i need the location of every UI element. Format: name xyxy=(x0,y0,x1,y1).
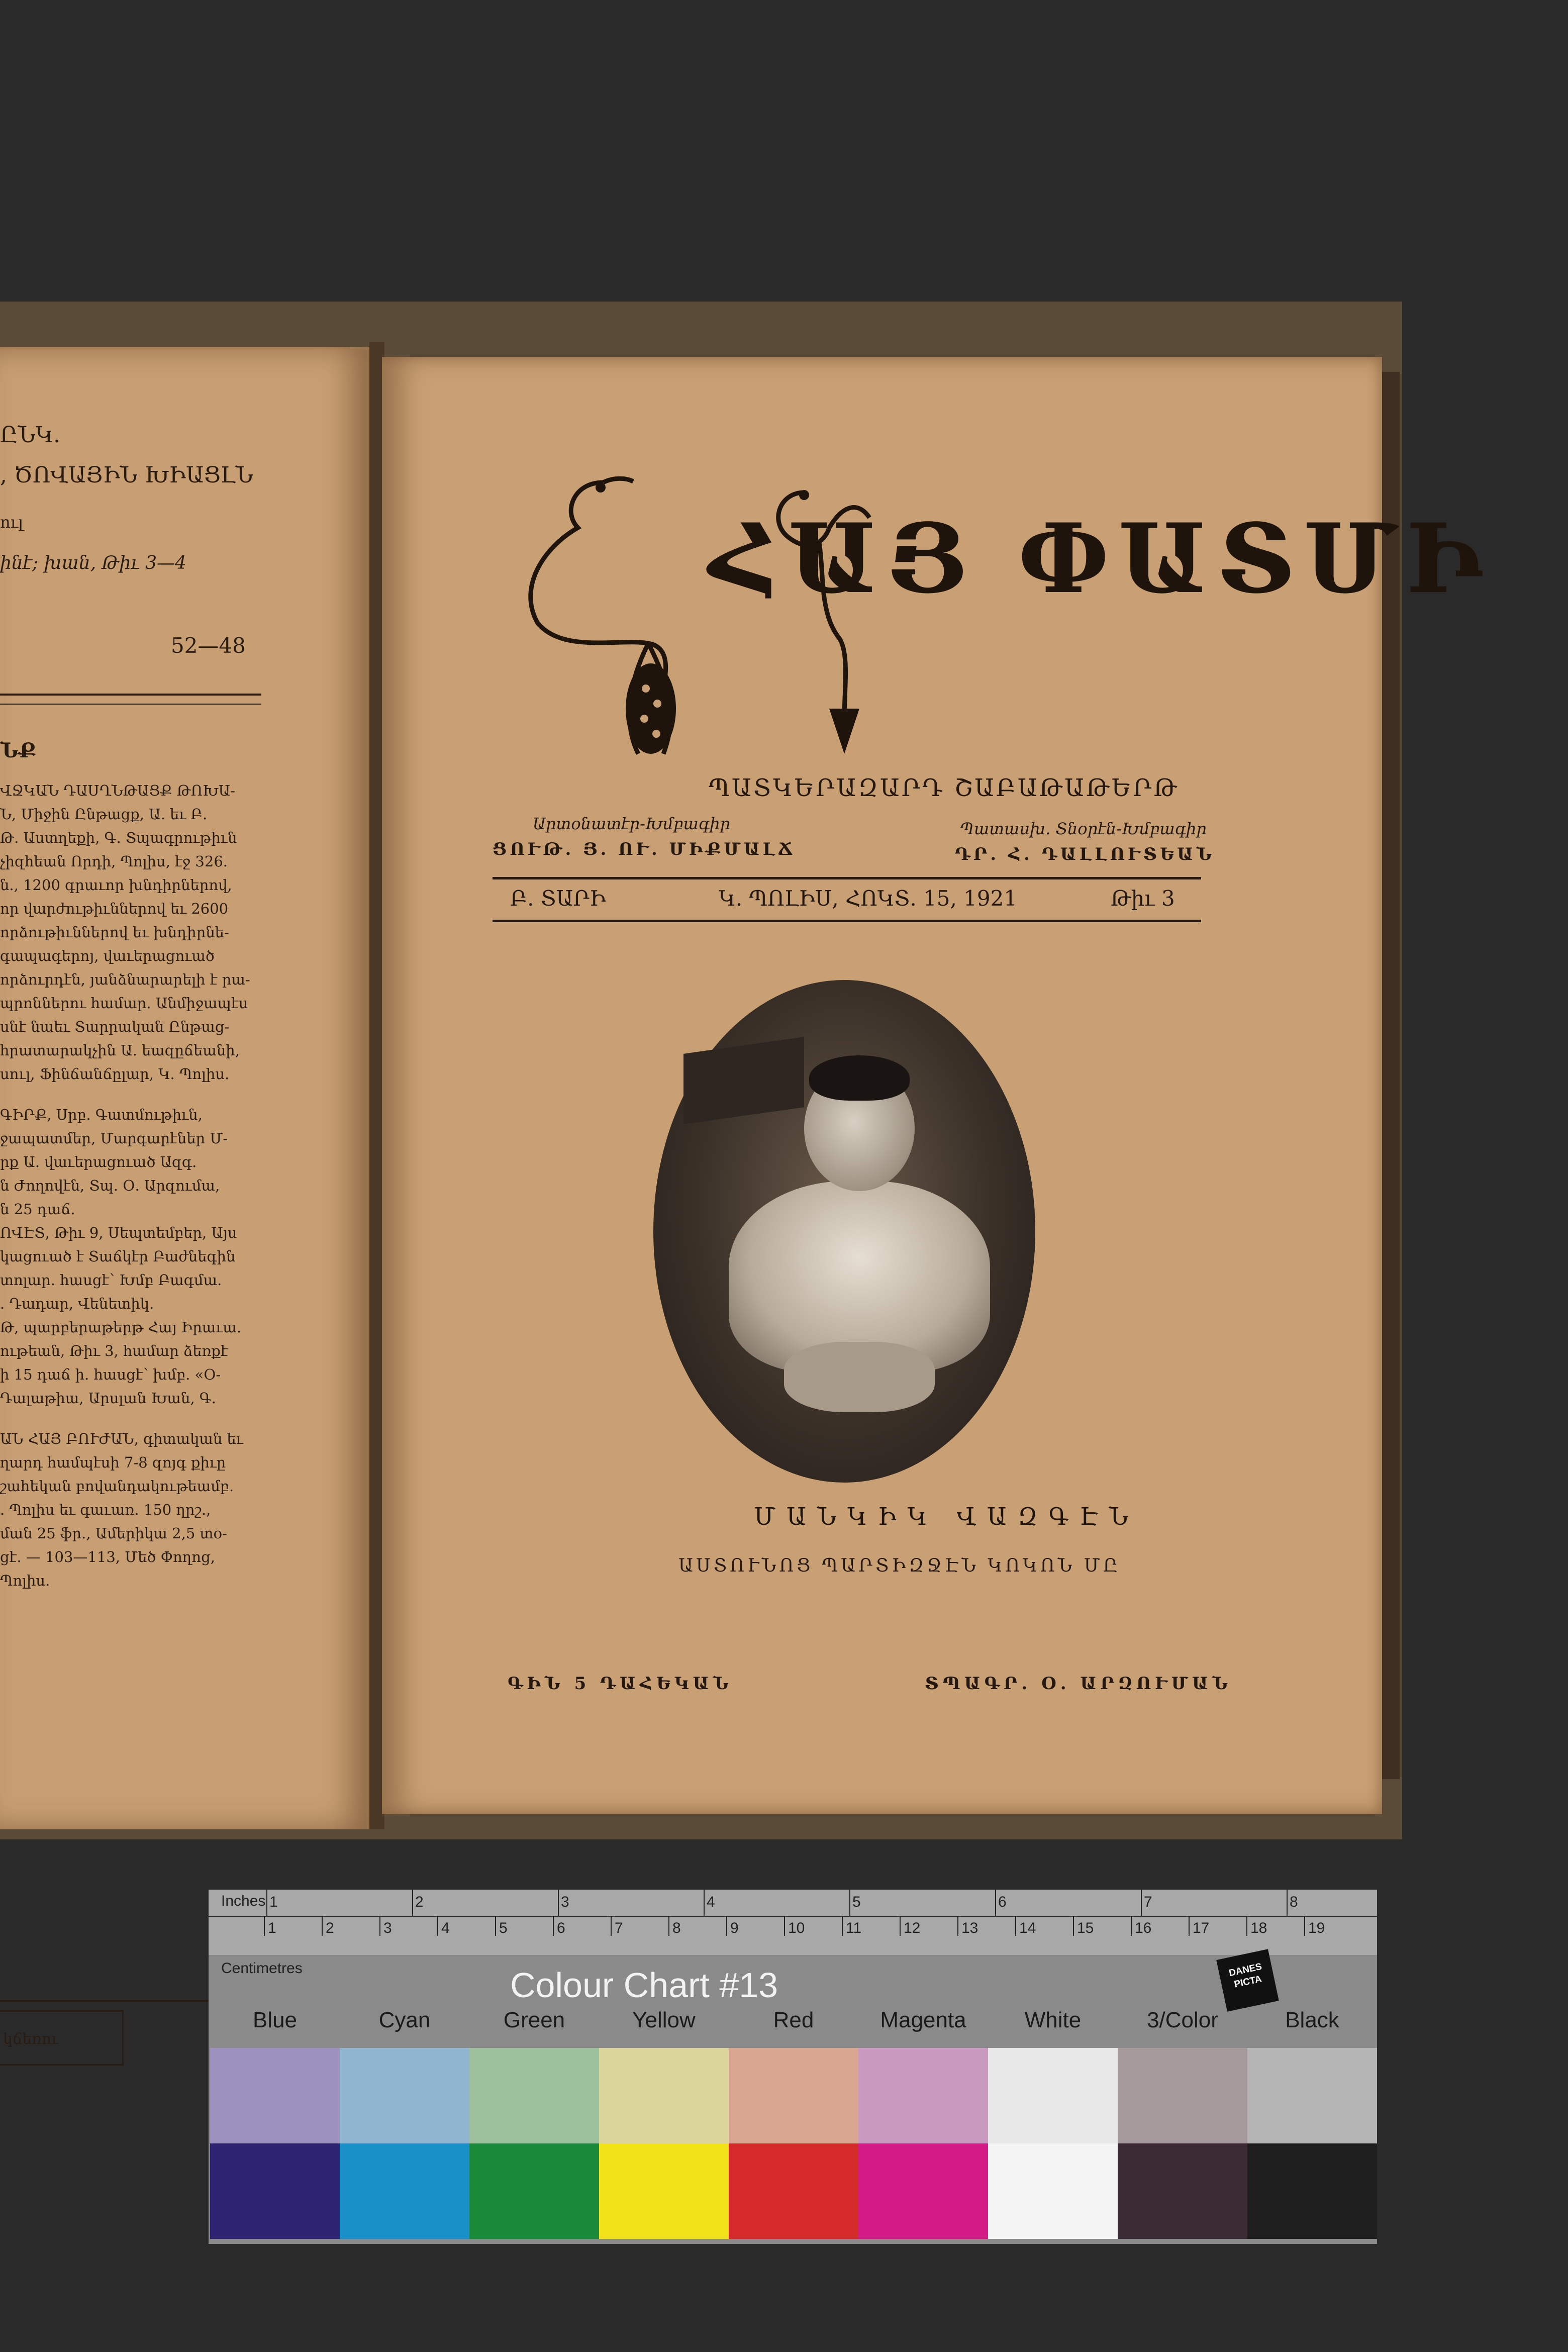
left-line-4: ինէ; խան, Թիւ 3—4 xyxy=(0,553,186,573)
left-paragraph-2 xyxy=(0,1103,266,1410)
centimetres-label: Centimetres xyxy=(221,1960,303,1977)
cm-tick-label: 3 xyxy=(383,1920,392,1936)
swatch-dark xyxy=(210,2143,340,2239)
cm-tick xyxy=(379,1916,380,1936)
inch-tick xyxy=(849,1890,850,1916)
left-rule-thin xyxy=(0,704,261,705)
publisher-role: Արտօնատէր-Խմբագիր xyxy=(533,814,730,833)
swatch-light xyxy=(469,2048,599,2143)
cm-tick xyxy=(957,1916,958,1936)
issue-rule-top xyxy=(493,877,1201,879)
cm-tick xyxy=(553,1916,554,1936)
cm-tick xyxy=(1304,1916,1305,1936)
left-text-line: ԳԻՐՔ, Սրբ. Գատմութիւն, xyxy=(0,1106,203,1123)
left-text-line: չիզհեան Որդի, Պոլիս, էջ 326. xyxy=(0,853,228,870)
swatch-label: Blue xyxy=(252,2008,298,2032)
cm-tick xyxy=(726,1916,727,1936)
swatch-label: Black xyxy=(1285,2008,1339,2032)
masthead-title: ՀԱՅ ՓԱՏՄԻ xyxy=(709,503,1492,615)
danes-picta-logo: DANES PICTA xyxy=(1216,1949,1279,2012)
issue-price: ԳԻՆ 5 ԴԱՀԵԿԱՆ xyxy=(508,1674,733,1694)
cm-tick-label: 19 xyxy=(1308,1920,1325,1936)
cm-tick-label: 7 xyxy=(615,1920,623,1936)
left-text-line: ՈՎԷՏ, Թիւ 9, Սեպտեմբեր, Այս xyxy=(0,1224,237,1241)
inch-tick-label: 5 xyxy=(852,1894,861,1910)
left-text-line: ՎՋԿԱՆ ԴԱՍՂՆԹԱՑՔ ԹՈԽԱ- xyxy=(0,782,236,799)
left-price-number: 52—48 xyxy=(171,633,246,658)
swatch-labels xyxy=(209,2008,1377,2038)
left-text-line: որ վարժութիւններով եւ 2600 xyxy=(0,900,229,917)
cm-tick xyxy=(322,1916,323,1936)
cm-tick-label: 8 xyxy=(672,1920,681,1936)
swatch-light xyxy=(1118,2048,1247,2143)
left-text-line: Թ. Աստղեքի, Գ. Տպագրութիւն xyxy=(0,829,237,846)
issue-place-date: Կ. ՊՈԼԻՍ, ՀՈԿՏ. 15, 1921 xyxy=(719,886,1018,911)
left-text-line: շահեկան բովանդակութեամբ. xyxy=(0,1478,234,1495)
cm-tick xyxy=(437,1916,438,1936)
cm-tick-label: 4 xyxy=(441,1920,450,1936)
inch-tick xyxy=(558,1890,559,1916)
swatch-dark xyxy=(729,2143,858,2239)
cm-tick-label: 17 xyxy=(1193,1920,1210,1936)
cm-tick-label: 1 xyxy=(268,1920,276,1936)
inch-tick-label: 7 xyxy=(1144,1894,1152,1910)
swatch-dark xyxy=(469,2143,599,2239)
cm-tick xyxy=(1015,1916,1016,1936)
editor-role: Պատասխ. Տնօրէն-Խմբագիր xyxy=(960,819,1207,838)
cm-tick-label: 6 xyxy=(557,1920,565,1936)
swatch-dark xyxy=(1118,2143,1247,2239)
cm-tick xyxy=(1189,1916,1190,1936)
colour-chart xyxy=(209,1890,1377,2244)
cm-tick-label: 12 xyxy=(904,1920,921,1936)
inch-tick xyxy=(1141,1890,1142,1916)
left-text-line: տոլար. հասցէ՝ Խմբ Բագմա. xyxy=(0,1271,222,1289)
left-text-line: ցէ. — 103—113, Մեծ Փողոց, xyxy=(0,1548,215,1565)
cm-tick-label: 11 xyxy=(846,1920,862,1936)
left-text-line: Թ, պարբերաթերթ Հայ Իրաւա. xyxy=(0,1319,242,1336)
photo-legs xyxy=(784,1342,935,1412)
masthead-subtitle: ՊԱՏԿԵՐԱԶԱՐԴ ՇԱԲԱԹԱԹԵՐԹ xyxy=(709,774,1179,802)
left-text-line: րք Ա. վաւերացուած Ազգ. xyxy=(0,1153,197,1170)
swatch-label: Yellow xyxy=(632,2008,696,2032)
photo-caption-description: ԱՍՏՈՒՆՈՑ ՊԱՐՏԻԶՋԷՆ ԿՈԿՈՆ ՄԸ xyxy=(678,1555,1121,1576)
swatch-light xyxy=(599,2048,729,2143)
left-text-line: գապագերոյ, վաւերացուած xyxy=(0,947,215,964)
cm-tick-label: 10 xyxy=(788,1920,805,1936)
cm-tick xyxy=(1246,1916,1247,1936)
left-rule xyxy=(0,694,261,696)
swatch-dark xyxy=(599,2143,729,2239)
swatch-dark xyxy=(340,2143,469,2239)
cm-tick xyxy=(495,1916,496,1936)
left-text-line: որձուրդէն, յանձնարարելի է րա- xyxy=(0,971,250,988)
left-text-line: ն., 1200 գրաւոր խնդիրներով, xyxy=(0,876,232,894)
inch-tick-label: 6 xyxy=(998,1894,1007,1910)
issue-year: Բ. ՏԱՐԻ xyxy=(510,886,606,911)
left-text-line: Դալաթիա, Արսլան Խան, Գ. xyxy=(0,1390,216,1407)
left-text-line: սուլ, Ֆինճանճըլար, Կ. Պոլիս. xyxy=(0,1065,230,1083)
swatch-label: 3/Color xyxy=(1147,2008,1218,2032)
left-text-line: . Պոլիս եւ գաւառ. 150 ղրշ., xyxy=(0,1501,211,1518)
left-text-line: ԱՆ ՀԱՅ ԲՈՒԺԱՆ, գիտական եւ xyxy=(0,1430,243,1447)
left-section-head: ՆՔ xyxy=(0,739,37,762)
left-text-line: որձութիւններով եւ խնդիրնե- xyxy=(0,924,229,941)
inch-tick xyxy=(704,1890,705,1916)
left-text-line: ման 25 ֆր., Ամերիկա 2,5 տօ- xyxy=(0,1525,227,1542)
left-text-line: ն Ժողովէն, Տպ. Օ. Արզումա, xyxy=(0,1177,220,1194)
inch-tick xyxy=(995,1890,996,1916)
inch-tick-label: 1 xyxy=(269,1894,278,1910)
left-text-line: Պոլիս. xyxy=(0,1572,50,1589)
photo-caption-name: ՄԱՆԿԻԿ ՎԱԶԳԷՆ xyxy=(754,1503,1139,1531)
swatch-label: Green xyxy=(503,2008,565,2032)
inch-tick xyxy=(266,1890,267,1916)
cm-tick-label: 16 xyxy=(1135,1920,1152,1936)
left-line-2: , ԾՈՎԱՅԻՆ ԽԻԱՑԼՆ xyxy=(0,462,253,488)
masthead xyxy=(498,472,1492,764)
left-text-line: ջապատմեր, Մարգարէներ Մ- xyxy=(0,1130,228,1147)
left-text-line: սնէ նաեւ Տարրական Ընթաց- xyxy=(0,1018,230,1035)
colour-chart-title: Colour Chart #13 xyxy=(510,1966,778,2005)
left-text-line: պրոններու համար. Անմիջապէս xyxy=(0,995,248,1012)
swatch-light xyxy=(340,2048,469,2143)
inch-tick-label: 4 xyxy=(707,1894,715,1910)
left-body-text xyxy=(0,779,266,1610)
inch-scale xyxy=(209,1890,1377,1917)
left-paragraph-3 xyxy=(0,1427,266,1593)
inch-tick-label: 3 xyxy=(561,1894,569,1910)
swatch-dark xyxy=(988,2143,1118,2239)
inch-tick-label: 8 xyxy=(1290,1894,1298,1910)
publisher-name: ՑՈՒԹ. Յ. ՈՒ. ՄԻՔՄԱԼՃ xyxy=(493,839,796,859)
editor-name: ԴՐ. Հ. ԴԱԼԼՈՒՏԵԱՆ xyxy=(955,844,1215,864)
left-text-line: հրատարակչին Ա. եազըճեանի, xyxy=(0,1042,240,1059)
cm-tick xyxy=(842,1916,843,1936)
swatch-label: Magenta xyxy=(880,2008,966,2032)
left-text-line: ի 15 դաճ ի. հասցէ՝ խմբ. «Օ- xyxy=(0,1366,221,1383)
inch-tick-label: 2 xyxy=(415,1894,424,1910)
left-line-3: ուլ xyxy=(0,513,23,532)
swatch-label: White xyxy=(1024,2008,1082,2032)
cm-tick xyxy=(900,1916,901,1936)
swatch-label: Red xyxy=(773,2008,814,2032)
left-text-line: ութեան, Թիւ 3, համար ձեռքէ xyxy=(0,1342,228,1359)
photo-hair xyxy=(809,1055,910,1101)
swatch-dark xyxy=(1247,2143,1377,2239)
inches-label: Inches xyxy=(221,1893,266,1909)
left-text-line: ղարդ համպէսի 7-8 զոյգ քիւը xyxy=(0,1454,226,1471)
cm-tick xyxy=(1131,1916,1132,1936)
cm-tick-label: 5 xyxy=(499,1920,508,1936)
cm-tick xyxy=(1073,1916,1074,1936)
swatch-label: Cyan xyxy=(378,2008,431,2032)
inch-tick xyxy=(412,1890,413,1916)
swatch-dark xyxy=(858,2143,988,2239)
cm-tick-label: 9 xyxy=(730,1920,739,1936)
cm-tick xyxy=(668,1916,669,1936)
swatch-light xyxy=(210,2048,340,2143)
cm-tick-label: 18 xyxy=(1250,1920,1267,1936)
baby-portrait-photo xyxy=(653,980,1035,1483)
cm-tick-label: 2 xyxy=(326,1920,334,1936)
swatch-light xyxy=(988,2048,1118,2143)
cm-tick-label: 14 xyxy=(1019,1920,1036,1936)
swatch-light xyxy=(1247,2048,1377,2143)
cm-tick-label: 13 xyxy=(961,1920,978,1936)
cm-tick xyxy=(784,1916,785,1936)
swatch-light xyxy=(858,2048,988,2143)
swatch-light xyxy=(729,2048,858,2143)
cm-tick-label: 15 xyxy=(1077,1920,1094,1936)
left-text-line: . Դադար, Վենետիկ. xyxy=(0,1295,154,1312)
left-bottom-box: կճեռու xyxy=(0,2010,124,2066)
left-text-line: ն 25 դաճ. xyxy=(0,1201,75,1218)
issue-number: Թիւ 3 xyxy=(1111,886,1175,911)
printer-credit: ՏՊԱԳՐ. Օ. ԱՐԶՈՒՄԱՆ xyxy=(925,1674,1232,1694)
left-text-line: կացուած է Տաճկէր Բաժնեգին xyxy=(0,1248,236,1265)
cm-tick xyxy=(611,1916,612,1936)
left-line-1: ԸՆԿ. xyxy=(0,422,60,448)
left-paragraph-1 xyxy=(0,779,266,1086)
left-text-line: Ն, Միջին Ընթացք, Ա. եւ Բ. xyxy=(0,806,208,823)
inch-tick xyxy=(1287,1890,1288,1916)
issue-rule-bottom xyxy=(493,920,1201,922)
cm-tick xyxy=(264,1916,265,1936)
ruler xyxy=(209,1890,1377,1955)
